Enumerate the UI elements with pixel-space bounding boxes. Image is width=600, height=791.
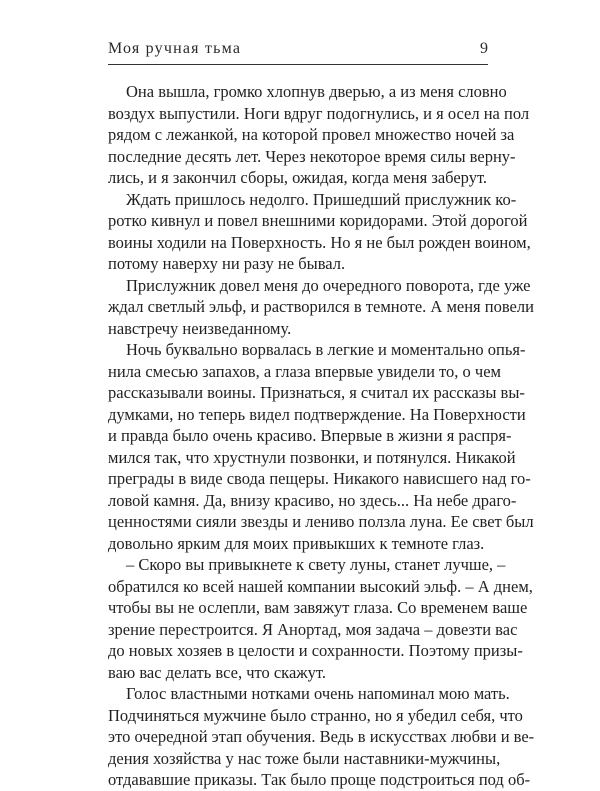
text-line: зрение перестроится. Я Анортад, моя задача – довезти вас <box>108 619 518 639</box>
text-line: это очередной этап обучения. Ведь в искусствах любви и ве- <box>108 727 535 746</box>
text-line: отдававшие приказы. Так было проще подстроиться под об- <box>108 770 531 789</box>
text-line: ждал светлый эльф, и растворился в темноте. А меня повели <box>108 297 534 316</box>
body-text <box>108 81 535 791</box>
text-line: ваю вас делать все, что скажут. <box>108 662 327 682</box>
text-line: чтобы вы не ослепли, вам завяжут глаза. Со временем ваше <box>108 598 528 617</box>
text-line: воздух выпустили. Ноги вдруг подогнулись, и я осел на пол <box>108 103 530 123</box>
text-line: – Скоро вы привыкнете к свету луны, станет лучше, – <box>126 555 506 574</box>
text-line: Голос властными нотками очень напоминал мою мать. <box>126 684 510 703</box>
running-header <box>108 40 488 65</box>
text-line: навстречу неизведанному. <box>108 318 292 338</box>
text-line: до новых хозяев в целости и сохранности. Поэтому призы- <box>108 641 523 660</box>
text-line: нила смесью запахов, а глаза впервые увидели то, о чем <box>108 361 501 381</box>
text-line: ротко кивнул и повел внешними коридорами. Этой дорогой <box>108 211 528 230</box>
text-line: мился так, что хрустнули позвонки, и потянулся. Никакой <box>108 447 516 467</box>
text-line: потому наверху ни разу не бывал. <box>108 254 346 273</box>
text-line: ловой камня. Да, внизу красиво, но здесь... На небе драго- <box>108 490 517 510</box>
text-line: Она вышла, громко хлопнув дверью, а из меня словно <box>126 82 507 101</box>
text-line: Ночь буквально ворвалась в легкие и моментально опья- <box>126 340 526 359</box>
text-line: ценностями сияли звезды и лениво ползла луна. Ее свет был <box>108 512 534 531</box>
text-line: думками, но теперь видел подтверждение. На Поверхности <box>108 404 526 424</box>
text-line: довольно ярким для моих привыкших к темноте глаз. <box>108 533 485 553</box>
text-line: лись, и я закончил сборы, ожидая, когда меня заберут. <box>108 168 488 187</box>
text-line: рядом с лежанкой, на которой провел множество ночей за <box>108 125 515 144</box>
text-line: рассказывали воины. Признаться, я считал их рассказы вы- <box>108 383 525 402</box>
text-line: дения хозяйства у нас тоже были наставники-мужчины, <box>108 748 501 768</box>
text-line: Подчиняться мужчине было странно, но я убедил себя, что <box>108 705 523 725</box>
page-number: 9 <box>480 40 488 57</box>
text-line: Прислужник довел меня до очередного поворота, где уже <box>126 275 531 295</box>
text-line: преграды в виде свода пещеры. Никакого нависшего над го- <box>108 469 531 488</box>
running-title: Моя ручная тьма <box>108 40 242 57</box>
text-line: обратился ко всей нашей компании высокий эльф. – А днем, <box>108 576 533 596</box>
text-line: последние десять лет. Через некоторое время силы верну- <box>108 146 516 166</box>
text-line: воины ходили на Поверхность. Но я не был рожден воином, <box>108 232 531 252</box>
text-line: Ждать пришлось недолго. Пришедший прислужник ко- <box>126 189 517 209</box>
text-line: и правда было очень красиво. Впервые в жизни я распря- <box>108 426 512 445</box>
